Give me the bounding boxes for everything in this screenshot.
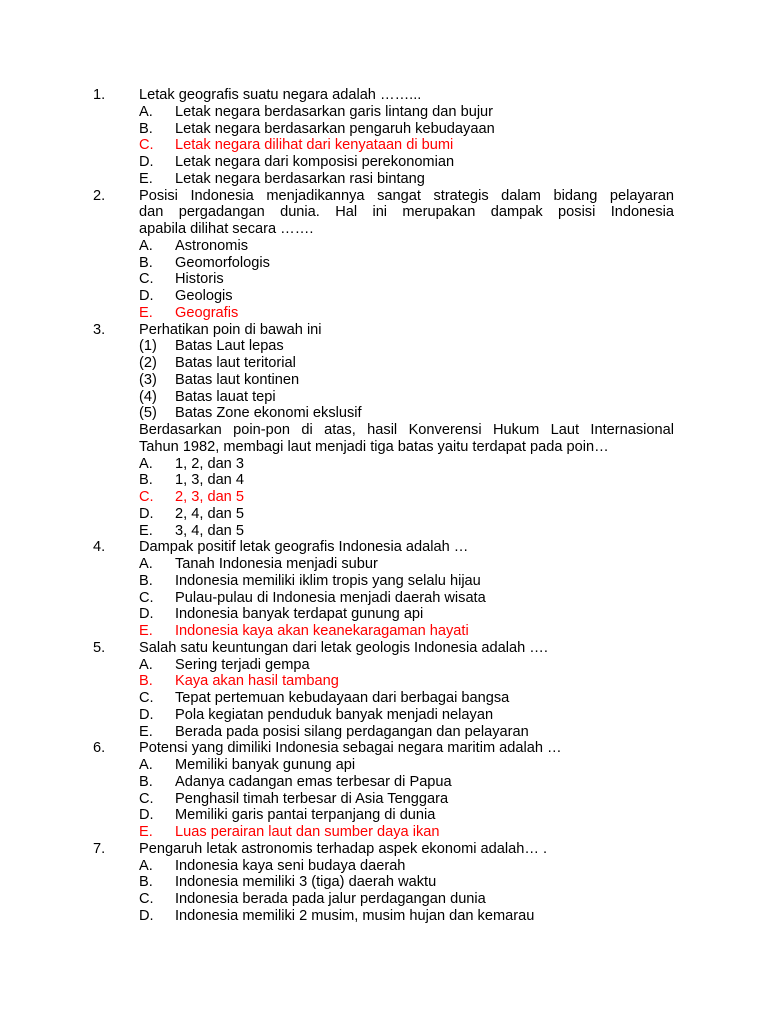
question-text: apabila dilihat secara …….	[139, 221, 314, 237]
answer-option-text: 3, 4, dan 5	[175, 522, 244, 539]
question-text-line	[0, 640, 768, 657]
answer-option-text: Indonesia memiliki 2 musim, musim hujan dan kemarau	[175, 907, 535, 924]
question-text-line	[0, 204, 768, 221]
point-item-label: (2)	[139, 355, 157, 371]
answer-option-label: D.	[139, 807, 154, 824]
answer-option	[0, 556, 768, 573]
answer-option-text: Indonesia memiliki iklim tropis yang selalu hijau	[175, 572, 481, 589]
answer-option-label: E.	[139, 824, 153, 840]
answer-option	[0, 255, 768, 272]
answer-option-text: Pulau-pulau di Indonesia menjadi daerah wisata	[175, 589, 486, 606]
answer-option	[0, 891, 768, 908]
answer-option	[0, 874, 768, 891]
answer-option	[0, 489, 768, 506]
answer-option-label: B.	[139, 254, 153, 271]
answer-option-text: Luas perairan laut dan sumber daya ikan	[175, 824, 440, 840]
answer-option	[0, 690, 768, 707]
answer-option-label: D.	[139, 907, 154, 924]
answer-option-label: B.	[139, 472, 153, 489]
answer-option-label: C.	[139, 790, 154, 807]
question-number: 1.	[93, 87, 106, 103]
answer-option-label: C.	[139, 489, 154, 505]
answer-option	[0, 791, 768, 808]
answer-option-label: C.	[139, 891, 154, 907]
answer-option	[0, 807, 768, 824]
answer-option-label: D.	[139, 505, 154, 522]
question-text: Tahun 1982, membagi laut menjadi tiga batas yaitu terdapat pada poin…	[139, 438, 609, 455]
question-text: Perhatikan poin di bawah ini	[139, 321, 322, 338]
answer-option-label: C.	[139, 690, 154, 706]
point-item	[0, 389, 768, 406]
point-item-label: (4)	[139, 388, 157, 405]
point-item	[0, 355, 768, 372]
answer-option	[0, 523, 768, 540]
answer-option	[0, 590, 768, 607]
answer-option-text: Indonesia berada pada jalur perdagangan dunia	[175, 891, 486, 907]
answer-option-label: C.	[139, 137, 154, 154]
answer-option-label: C.	[139, 589, 154, 606]
answer-option	[0, 707, 768, 724]
answer-option-label: E.	[139, 170, 153, 187]
answer-option-label: A.	[139, 455, 153, 472]
answer-option-label: E.	[139, 522, 153, 539]
question-number: 4.	[93, 539, 106, 556]
answer-option	[0, 288, 768, 305]
answer-option	[0, 623, 768, 640]
point-item-label: (1)	[139, 338, 157, 355]
question-text-line	[0, 439, 768, 456]
answer-option	[0, 271, 768, 288]
answer-option	[0, 774, 768, 791]
answer-option-label: A.	[139, 556, 153, 572]
question-text-line	[0, 740, 768, 757]
question-text-line	[0, 221, 768, 238]
answer-option-text: 1, 3, dan 4	[175, 472, 244, 489]
answer-option	[0, 305, 768, 322]
answer-option-label: E.	[139, 623, 153, 639]
answer-option-text: Indonesia banyak terdapat gunung api	[175, 606, 424, 623]
answer-option-label: A.	[139, 103, 153, 120]
question-text-line	[0, 322, 768, 339]
question-text-line	[0, 422, 768, 439]
answer-option-text: Adanya cadangan emas terbesar di Papua	[175, 773, 452, 790]
answer-option	[0, 657, 768, 674]
answer-option	[0, 104, 768, 121]
answer-option-label: A.	[139, 237, 153, 254]
point-item	[0, 338, 768, 355]
question-text: Posisi Indonesia menjadikannya sangat strategis dalam bidang pelayaran	[139, 187, 674, 204]
answer-option-text: 2, 3, dan 5	[175, 489, 244, 505]
question-number: 6.	[93, 740, 106, 757]
answer-option-text: Letak negara berdasarkan garis lintang dan bujur	[175, 103, 494, 120]
question-text-line	[0, 188, 768, 205]
question-text: Berdasarkan poin-pon di atas, hasil Konverensi Hukum Laut Internasional	[139, 422, 674, 438]
question-number: 5.	[93, 639, 106, 656]
answer-option-text: 2, 4, dan 5	[175, 505, 244, 522]
answer-option-label: E.	[139, 723, 153, 740]
answer-option-text: Tanah Indonesia menjadi subur	[175, 556, 378, 572]
answer-option-text: Letak negara dari komposisi perekonomian	[175, 154, 455, 170]
answer-option-text: Sering terjadi gempa	[175, 656, 310, 673]
question-text: Pengaruh letak astronomis terhadap aspek ekonomi adalah… .	[139, 840, 548, 857]
question-number: 7.	[93, 840, 106, 857]
question-text: dan pergadangan dunia. Hal ini merupakan dampak posisi Indonesia	[139, 204, 674, 221]
point-item-label: (5)	[139, 405, 157, 422]
answer-option	[0, 606, 768, 623]
answer-option	[0, 858, 768, 875]
answer-option-label: E.	[139, 304, 153, 321]
answer-option-label: D.	[139, 706, 154, 723]
answer-option-text: Letak negara dilihat dari kenyataan di bumi	[175, 137, 454, 154]
answer-option-label: D.	[139, 288, 154, 304]
answer-option-text: Memiliki banyak gunung api	[175, 757, 356, 773]
answer-option	[0, 724, 768, 741]
answer-option-label: B.	[139, 120, 153, 137]
question-text: Salah satu keuntungan dari letak geologis Indonesia adalah ….	[139, 639, 548, 656]
answer-option	[0, 137, 768, 154]
answer-option-label: A.	[139, 857, 153, 874]
answer-option-label: D.	[139, 154, 154, 170]
answer-option	[0, 908, 768, 925]
answer-option-text: Indonesia kaya seni budaya daerah	[175, 857, 406, 874]
question-text-line	[0, 87, 768, 104]
answer-option	[0, 472, 768, 489]
question-text-line	[0, 841, 768, 858]
answer-option-text: Letak negara berdasarkan rasi bintang	[175, 170, 425, 187]
answer-option-text: Berada pada posisi silang perdagangan dan pelayaran	[175, 723, 529, 740]
question-number: 2.	[93, 187, 106, 204]
answer-option-text: Pola kegiatan penduduk banyak menjadi nelayan	[175, 706, 494, 723]
answer-option-text: Indonesia memiliki 3 (tiga) daerah waktu	[175, 874, 437, 891]
answer-option-text: Letak negara berdasarkan pengaruh kebudayaan	[175, 120, 495, 137]
answer-option-label: B.	[139, 673, 153, 690]
answer-option-text: Astronomis	[175, 237, 248, 254]
answer-option-label: B.	[139, 572, 153, 589]
answer-option	[0, 824, 768, 841]
answer-option	[0, 121, 768, 138]
answer-option	[0, 238, 768, 255]
point-item	[0, 405, 768, 422]
question-text: Potensi yang dimiliki Indonesia sebagai negara maritim adalah …	[139, 740, 562, 757]
point-item-text: Batas Laut lepas	[175, 338, 284, 355]
question-text: Dampak positif letak geografis Indonesia adalah …	[139, 539, 469, 556]
answer-option	[0, 573, 768, 590]
answer-option	[0, 673, 768, 690]
answer-option-label: A.	[139, 656, 153, 673]
answer-option	[0, 154, 768, 171]
point-item-text: Batas Zone ekonomi ekslusif	[175, 405, 362, 422]
answer-option-label: B.	[139, 773, 153, 790]
answer-option-text: Tepat pertemuan kebudayaan dari berbagai bangsa	[175, 690, 510, 706]
question-text-line	[0, 539, 768, 556]
answer-option	[0, 506, 768, 523]
answer-option-text: Geomorfologis	[175, 254, 270, 271]
point-item-text: Batas laut kontinen	[175, 371, 300, 388]
answer-option-text: Historis	[175, 271, 224, 288]
point-item-text: Batas laut teritorial	[175, 355, 296, 371]
answer-option-label: A.	[139, 757, 153, 773]
answer-option-text: Indonesia kaya akan keanekaragaman hayati	[175, 623, 469, 639]
answer-option-text: Geografis	[175, 304, 239, 321]
answer-option-label: C.	[139, 271, 154, 288]
answer-option	[0, 456, 768, 473]
answer-option-text: Geologis	[175, 288, 233, 304]
question-number: 3.	[93, 321, 106, 338]
answer-option-text: Penghasil timah terbesar di Asia Tenggara	[175, 790, 449, 807]
answer-option-label: D.	[139, 606, 154, 623]
answer-option-text: 1, 2, dan 3	[175, 455, 244, 472]
answer-option-text: Memiliki garis pantai terpanjang di dunia	[175, 807, 436, 824]
point-item-label: (3)	[139, 371, 157, 388]
answer-option-text: Kaya akan hasil tambang	[175, 673, 339, 690]
answer-option-label: B.	[139, 874, 153, 891]
point-item	[0, 372, 768, 389]
question-text: Letak geografis suatu negara adalah ……...	[139, 87, 422, 103]
answer-option	[0, 171, 768, 188]
answer-option	[0, 757, 768, 774]
point-item-text: Batas lauat tepi	[175, 388, 276, 405]
